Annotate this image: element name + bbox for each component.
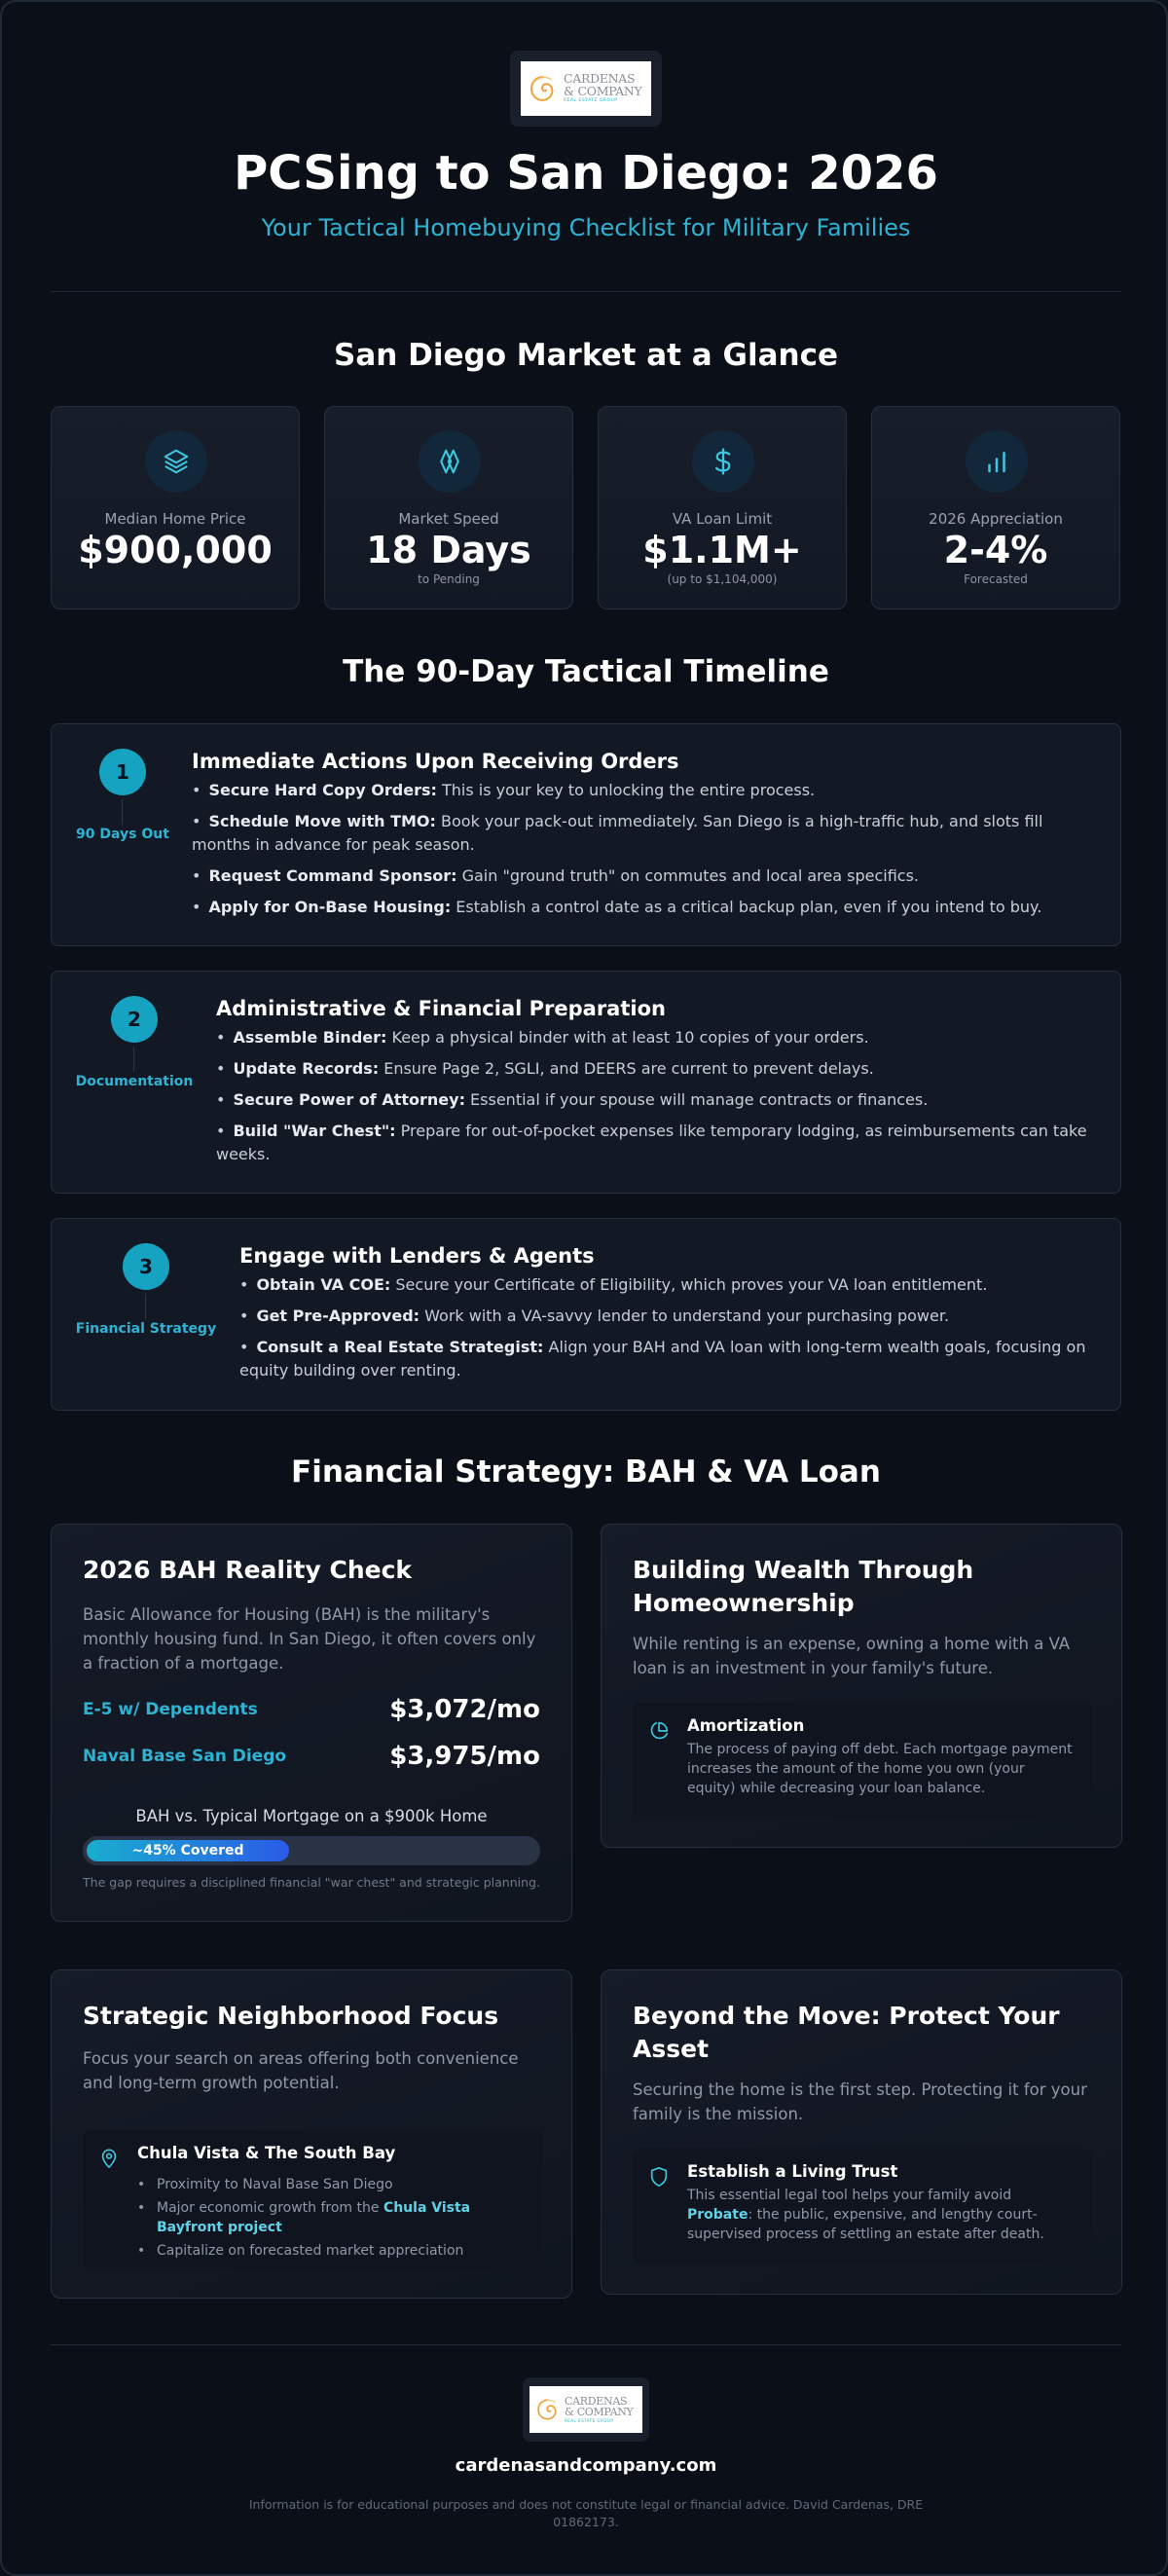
step-connector [133, 1047, 134, 1072]
logo-line-1: CARDENAS [565, 2395, 628, 2408]
bah-row-value: $3,975/mo [389, 1742, 540, 1771]
website-link[interactable]: cardenasandcompany.com [455, 2455, 717, 2476]
step-items [239, 1273, 1096, 1390]
stat-label: Market Speed [398, 510, 499, 528]
list-item: • Request Command Sponsor: Gain "ground truth" on commutes and local area specifics. [192, 866, 920, 885]
list-item: • Secure Hard Copy Orders: This is your key to unlocking the entire process. [192, 781, 816, 799]
page-subtitle: Your Tactical Homebuying Checklist for Military Families [261, 214, 911, 241]
stat-label: Median Home Price [104, 510, 246, 528]
bah-row-label: Naval Base San Diego [83, 1747, 287, 1766]
logo-line-2: & COMPANY [564, 83, 642, 98]
step-number: 3 [123, 1243, 169, 1290]
protect-card [601, 1969, 1122, 2295]
list-item: • Build "War Chest": Prepare for out-of-pocket expenses like temporary lodging, as reimbursements can take weeks. [216, 1122, 1087, 1163]
list-item: • Capitalize on forecasted market appreciation [137, 2243, 464, 2259]
divider [51, 291, 1121, 292]
protect-title: Beyond the Move: Protect Your Asset [633, 2002, 1060, 2063]
list-item: • Major economic growth from the Chula Vista Bayfront project [137, 2200, 471, 2235]
list-item: • Proximity to Naval Base San Diego [137, 2177, 393, 2192]
living-trust-title: Establish a Living Trust [687, 2162, 898, 2181]
list-item: • Secure Power of Attorney: Essential if your spouse will manage contracts or finances. [216, 1090, 929, 1109]
bah-title: 2026 BAH Reality Check [83, 1556, 413, 1584]
wealth-body: While renting is an expense, owning a home with a VA loan is an investment in your family's future. [633, 1635, 1071, 1677]
stat-value: 2-4% [943, 529, 1048, 571]
list-item: • Apply for On-Base Housing: Establish a control date as a critical backup plan, even if you intend to buy. [192, 898, 1042, 916]
stat-label: VA Loan Limit [672, 510, 773, 528]
step-title: Immediate Actions Upon Receiving Orders [192, 750, 679, 773]
stat-card-median-price [51, 406, 300, 609]
footer-divider [51, 2344, 1121, 2345]
pie-chart-icon [648, 1720, 670, 1742]
shield-icon [648, 2166, 670, 2188]
bah-row-label: E-5 w/ Dependents [83, 1700, 258, 1719]
stat-note: (up to $1,104,000) [667, 572, 778, 586]
stat-value: $900,000 [78, 529, 273, 571]
logo-box [521, 61, 651, 116]
wealth-title: Building Wealth Through Homeownership [633, 1556, 974, 1617]
neighborhood-card [51, 1969, 572, 2299]
step-number: 1 [99, 749, 146, 795]
page-title: PCSing to San Diego: 2026 [234, 146, 938, 201]
logo-line-1: CARDENAS [564, 71, 636, 87]
dollar-icon [692, 430, 754, 493]
step-connector [145, 1294, 146, 1319]
list-item: • Obtain VA COE: Secure your Certificate of Eligibility, which proves your VA loan entitlement. [239, 1275, 988, 1294]
coverage-bar-note: The gap requires a disciplined financial "war chest" and strategic planning. [83, 1875, 540, 1890]
stat-card-market-speed [324, 406, 573, 609]
living-trust-box [633, 2149, 1092, 2263]
bah-card [51, 1524, 572, 1922]
brand-logo [510, 51, 662, 127]
logo-line-3: REAL ESTATE GROUP [565, 2418, 614, 2423]
stat-card-appreciation [871, 406, 1120, 609]
timeline-section-title: The 90-Day Tactical Timeline [343, 654, 829, 689]
neighborhood-box-title: Chula Vista & The South Bay [137, 2144, 396, 2162]
neighborhood-title: Strategic Neighborhood Focus [83, 2002, 499, 2030]
step-tag: 90 Days Out [76, 827, 169, 842]
step-items [192, 779, 1092, 927]
footer-logo [523, 2377, 649, 2442]
logo-swirl-icon [534, 2396, 562, 2423]
list-item: • Assemble Binder: Keep a physical binder with at least 10 copies of your orders. [216, 1028, 869, 1047]
amortization-text: The process of paying off debt. Each mortgage payment increases the amount of the home you own (your equity) while decreasing your loan balance. [687, 1742, 1073, 1796]
step-tag: Documentation [75, 1074, 194, 1089]
amortization-title: Amortization [687, 1716, 805, 1735]
stat-card-va-loan-limit [598, 406, 847, 609]
list-item: • Get Pre-Approved: Work with a VA-savvy lender to understand your purchasing power. [239, 1306, 950, 1325]
coverage-bar [83, 1836, 540, 1865]
layers-icon [145, 430, 207, 493]
logo-swirl-icon [527, 72, 560, 105]
step-tag: Financial Strategy [75, 1321, 217, 1337]
list-item: • Schedule Move with TMO: Book your pack-out immediately. San Diego is a high-traffic hub, and slots fill months in advance for peak season. [192, 812, 1043, 854]
step-items [216, 1026, 1092, 1174]
stat-value: 18 Days [366, 529, 531, 571]
speed-icon [419, 430, 481, 493]
neighborhood-body: Focus your search on areas offering both convenience and long-term growth potential. [83, 2049, 519, 2092]
market-section-title: San Diego Market at a Glance [334, 338, 838, 373]
step-number: 2 [111, 996, 158, 1043]
living-trust-text: This essential legal tool helps your family avoid Probate: the public, expensive, and lengthy court-supervised process of settling an estate after death. [687, 2188, 1044, 2242]
bah-row-e5 [83, 1695, 540, 1724]
bah-row-naval-base [83, 1742, 540, 1771]
amortization-box [633, 1703, 1092, 1818]
map-pin-icon [98, 2148, 120, 2169]
list-item: • Consult a Real Estate Strategist: Align your BAH and VA loan with long-term wealth goals, focusing on equity building over renting. [239, 1338, 1086, 1380]
neighborhood-list [137, 2175, 527, 2264]
timeline-step-1 [51, 723, 1121, 946]
neighborhood-box [83, 2130, 542, 2270]
financial-section-title: Financial Strategy: BAH & VA Loan [291, 1454, 881, 1490]
step-title: Engage with Lenders & Agents [239, 1244, 595, 1268]
step-title: Administrative & Financial Preparation [216, 997, 666, 1020]
bah-body: Basic Allowance for Housing (BAH) is the military's monthly housing fund. In San Diego, it often covers only a fraction of a mortgage. [83, 1605, 536, 1673]
logo-line-2: & COMPANY [565, 2406, 634, 2418]
timeline-step-2 [51, 971, 1121, 1194]
logo-line-3: REAL ESTATE GROUP [564, 98, 618, 104]
list-item: • Update Records: Ensure Page 2, SGLI, and DEERS are current to prevent delays. [216, 1059, 874, 1078]
bar-chart-icon [966, 430, 1028, 493]
step-connector [122, 799, 123, 825]
timeline-step-3 [51, 1218, 1121, 1411]
bah-row-value: $3,072/mo [389, 1695, 540, 1724]
coverage-bar-fill: ~45% Covered [87, 1840, 289, 1861]
stat-label: 2026 Appreciation [929, 510, 1063, 528]
wealth-card [601, 1524, 1122, 1848]
stat-value: $1.1M+ [642, 529, 802, 571]
stat-note: to Pending [418, 572, 480, 586]
stat-note: Forecasted [964, 572, 1028, 586]
footer-logo-box [529, 2386, 642, 2433]
coverage-bar-title: BAH vs. Typical Mortgage on a $900k Home [135, 1807, 488, 1825]
disclaimer: Information is for educational purposes and does not constitute legal or financial advice. David Cardenas, DRE 01862173. [248, 2497, 924, 2529]
protect-body: Securing the home is the first step. Protecting it for your family is the mission. [633, 2080, 1087, 2123]
